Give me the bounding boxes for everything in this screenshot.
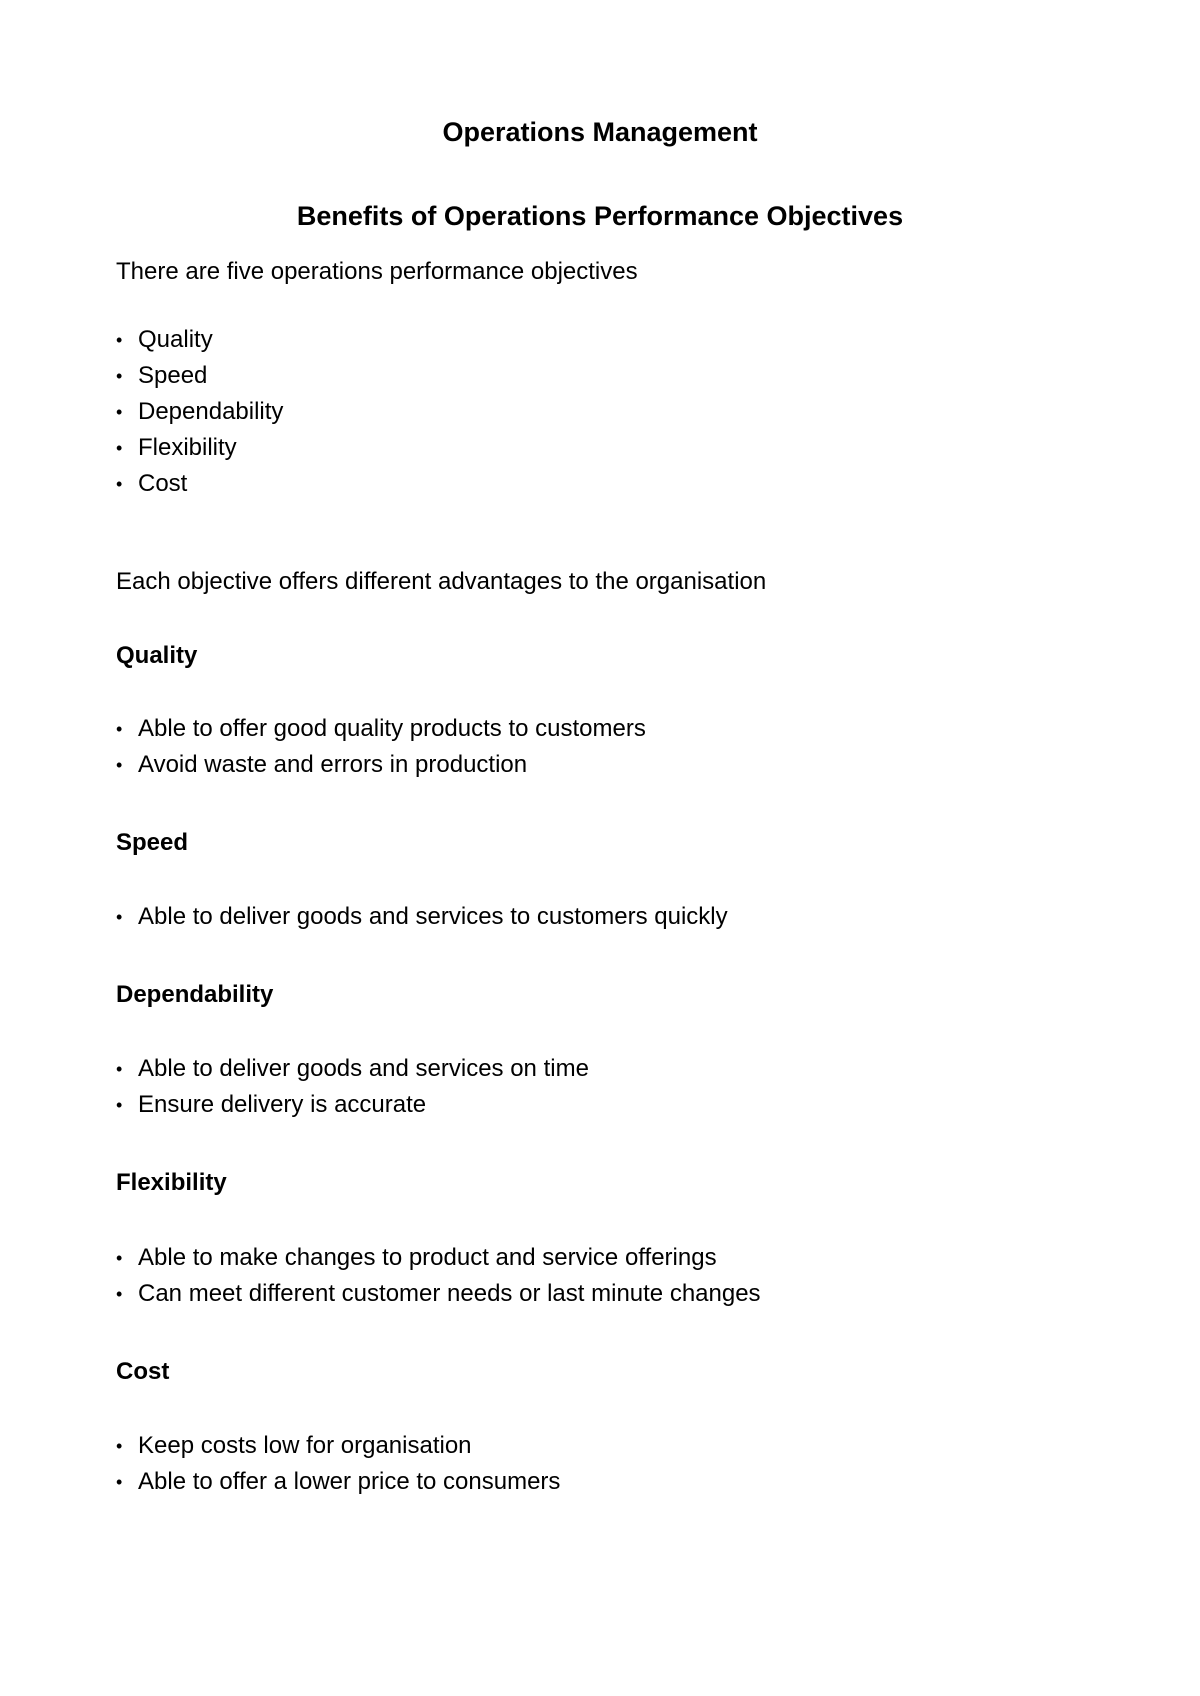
list-item [116, 711, 1084, 747]
objective-label: Flexibility [138, 434, 237, 461]
point-text: Able to deliver goods and services to customers quickly [138, 903, 728, 930]
section-list-dependability [116, 1051, 1084, 1123]
section-heading-dependability: Dependability [116, 981, 274, 1008]
list-item [116, 322, 1084, 358]
section-list-quality [116, 711, 1084, 783]
point-text: Keep costs low for organisation [138, 1432, 472, 1459]
bullet-icon: • [116, 366, 123, 386]
list-item [116, 1087, 1084, 1123]
list-item [116, 358, 1084, 394]
objective-label: Speed [138, 362, 208, 389]
bullet-icon: • [116, 474, 123, 494]
list-item [116, 1240, 1084, 1276]
bullet-icon: • [116, 755, 123, 775]
list-item [116, 1276, 1084, 1312]
list-item [116, 1464, 1084, 1500]
point-text: Able to make changes to product and service offerings [138, 1244, 717, 1271]
bullet-icon: • [116, 1472, 123, 1492]
list-item [116, 1051, 1084, 1087]
bullet-icon: • [116, 1284, 123, 1304]
section-list-flexibility [116, 1240, 1084, 1312]
list-item [116, 466, 1084, 502]
list-item [116, 430, 1084, 466]
bullet-icon: • [116, 330, 123, 350]
objective-label: Cost [138, 470, 188, 497]
point-text: Ensure delivery is accurate [138, 1091, 427, 1118]
bullet-icon: • [116, 719, 123, 739]
bullet-icon: • [116, 1248, 123, 1268]
section-list-cost [116, 1428, 1084, 1500]
document-subtitle: Benefits of Operations Performance Objectives [296, 201, 904, 231]
list-item [116, 899, 1084, 935]
document-title: Operations Management [442, 117, 758, 147]
section-heading-cost: Cost [116, 1358, 170, 1385]
list-item [116, 1428, 1084, 1464]
section-heading-speed: Speed [116, 829, 189, 856]
bullet-icon: • [116, 907, 123, 927]
objective-label: Quality [138, 326, 213, 353]
list-item [116, 394, 1084, 430]
section-list-speed [116, 899, 1084, 935]
bullet-icon: • [116, 1059, 123, 1079]
intro-paragraph: There are five operations performance objectives [116, 258, 638, 285]
section-heading-quality: Quality [116, 642, 198, 669]
point-text: Able to offer good quality products to customers [138, 715, 646, 742]
point-text: Avoid waste and errors in production [138, 751, 528, 778]
point-text: Can meet different customer needs or last minute changes [138, 1280, 761, 1307]
objectives-list [116, 322, 1084, 502]
point-text: Able to offer a lower price to consumers [138, 1468, 561, 1495]
bullet-icon: • [116, 1436, 123, 1456]
list-item [116, 747, 1084, 783]
objective-label: Dependability [138, 398, 284, 425]
point-text: Able to deliver goods and services on time [138, 1055, 589, 1082]
section-heading-flexibility: Flexibility [116, 1169, 227, 1196]
transition-paragraph: Each objective offers different advantages to the organisation [116, 568, 767, 595]
bullet-icon: • [116, 402, 123, 422]
bullet-icon: • [116, 438, 123, 458]
bullet-icon: • [116, 1095, 123, 1115]
